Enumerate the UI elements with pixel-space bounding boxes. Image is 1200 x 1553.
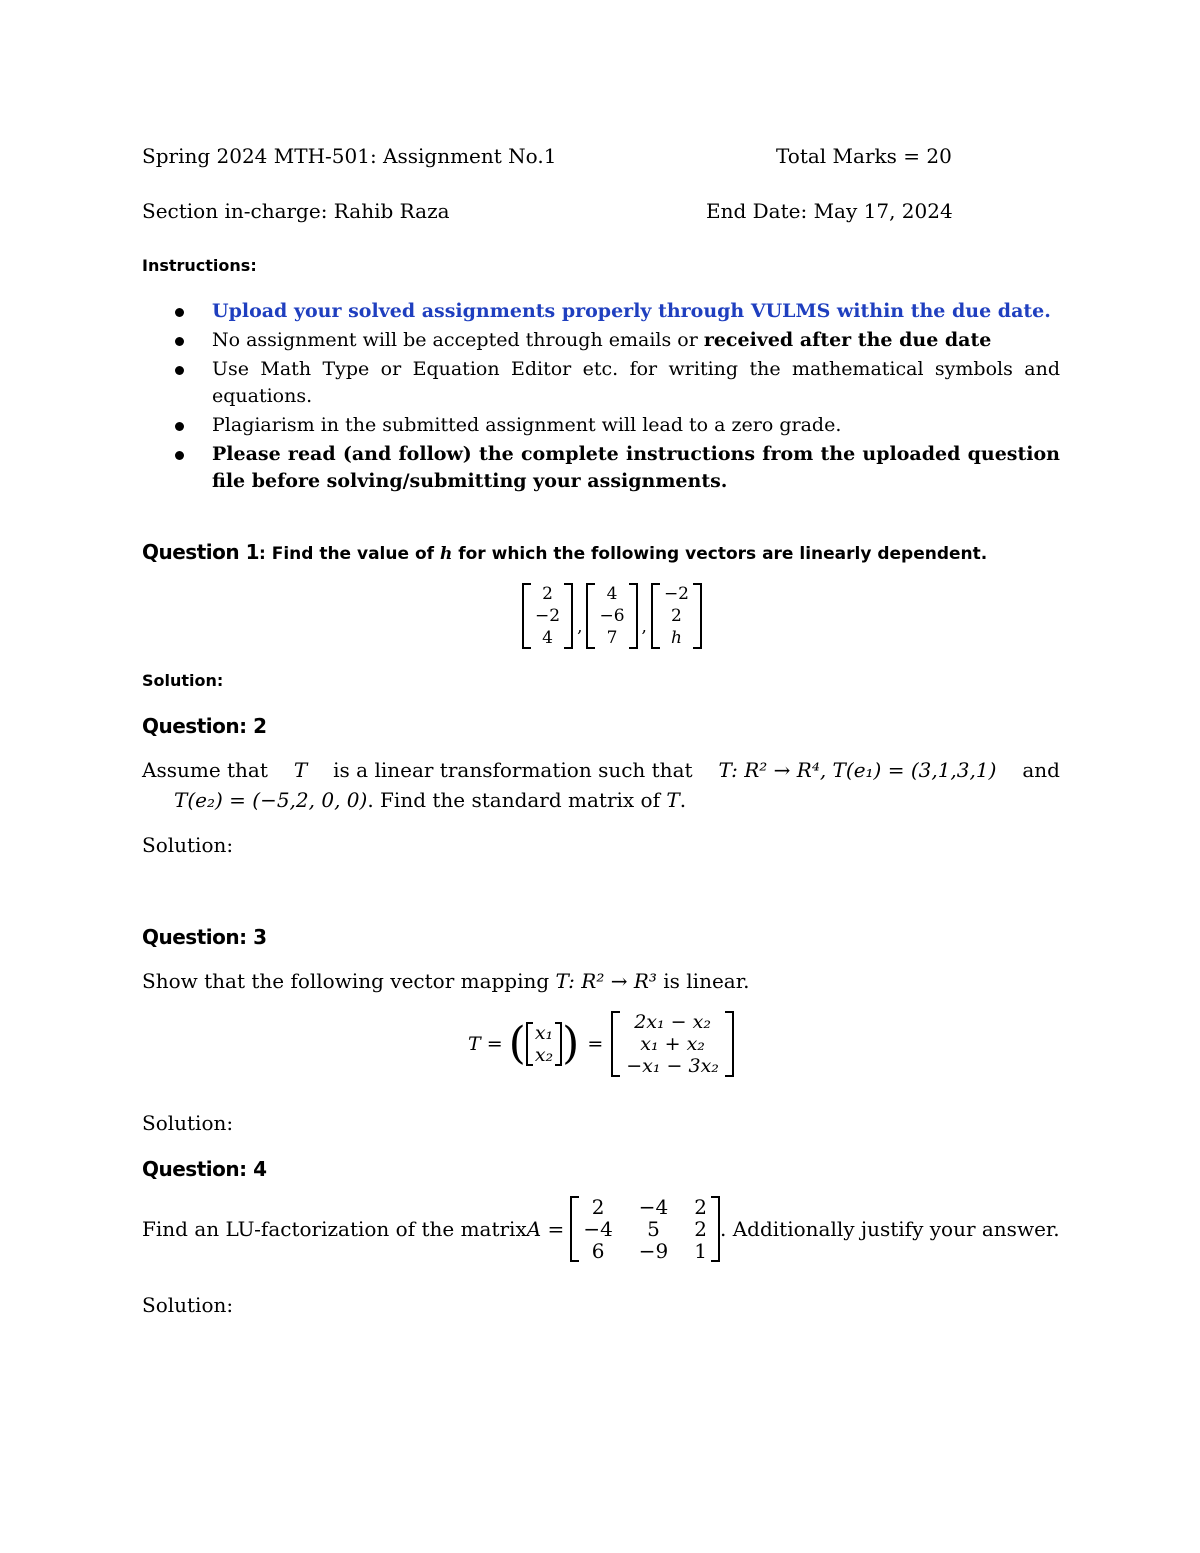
- question-3-heading: Question: 3: [142, 925, 267, 949]
- q4-statement: [142, 1196, 1060, 1262]
- question-text: for which the following vectors are linearly dependent.: [452, 544, 988, 564]
- question-1-line: [142, 540, 987, 564]
- instructions-list: [142, 298, 1060, 497]
- list-item: [142, 356, 1060, 410]
- separator: ,: [577, 617, 583, 637]
- math-expression: T: R² → R⁴, T(e₁) = (3,1,3,1): [718, 758, 997, 782]
- instruction-text: Upload your solved assignments properly through VULMS within the due date.: [212, 300, 1051, 322]
- question-text: .: [679, 788, 687, 812]
- equation-lhs: T =: [468, 1033, 503, 1055]
- math-variable: T: [666, 788, 680, 812]
- question-text: . Additionally justify your answer.: [720, 1217, 1060, 1241]
- matrix-entry: x₂: [534, 1044, 554, 1066]
- left-paren-icon: (: [508, 1018, 526, 1069]
- question-4-heading: Question: 4: [142, 1157, 267, 1181]
- q3-statement: [142, 969, 749, 993]
- matrix-entry: −2: [535, 606, 561, 626]
- question-1-heading: Question 1: [142, 540, 259, 564]
- bullet-icon: [175, 422, 184, 431]
- q1-vectors: [522, 583, 702, 649]
- question-text: Find an LU-factorization of the matrix: [142, 1217, 527, 1241]
- matrix-entry: 4: [542, 628, 553, 648]
- matrix-entry: 2: [694, 1217, 708, 1241]
- question-text: Show that the following vector mapping: [142, 969, 556, 993]
- math-expression: T(e₂) = (−5,2, 0, 0): [174, 788, 368, 812]
- question-text: is a linear transformation such that: [333, 758, 693, 782]
- matrix-entry: 4: [606, 584, 618, 604]
- matrix-entry: 2: [542, 584, 553, 604]
- instruction-text: No assignment will be accepted through emails or: [212, 329, 704, 351]
- vector-3: [651, 583, 702, 649]
- list-item: [142, 412, 1060, 439]
- matrix-entry: x₁: [534, 1022, 554, 1044]
- q3-equation: [468, 1011, 734, 1077]
- q2-solution-label: Solution:: [142, 833, 234, 857]
- matrix-entry: −2: [663, 584, 689, 604]
- vector-1: [522, 583, 573, 649]
- instruction-text: Use Math Type or Equation Editor etc. for writing the mathematical symbols and equations.: [212, 358, 1060, 407]
- question-text: . Find the standard matrix of: [367, 788, 667, 812]
- bullet-icon: [175, 308, 184, 317]
- matrix-entry: 7: [606, 628, 618, 648]
- vector-2: [586, 583, 637, 649]
- bullet-icon: [175, 366, 184, 375]
- list-item: [142, 441, 1060, 495]
- matrix-entry: −9: [638, 1239, 669, 1263]
- question-text: is linear.: [656, 969, 750, 993]
- equation-lhs: A =: [526, 1217, 565, 1241]
- matrix-A: [570, 1196, 720, 1262]
- matrix-entry: −4: [638, 1195, 669, 1219]
- matrix-entry: 5: [647, 1217, 660, 1241]
- right-paren-icon: ): [562, 1018, 580, 1069]
- matrix-entry: 1: [694, 1239, 708, 1263]
- matrix-entry: 2: [591, 1195, 605, 1219]
- section-incharge: Section in-charge: Rahib Raza: [142, 199, 450, 223]
- question-2-heading: Question: 2: [142, 714, 267, 738]
- math-expression: T: R² → R³: [555, 969, 657, 993]
- total-marks: Total Marks = 20: [776, 144, 952, 168]
- instruction-text: Plagiarism in the submitted assignment will lead to a zero grade.: [212, 414, 842, 436]
- input-vector: [526, 1022, 562, 1066]
- q4-solution-label: Solution:: [142, 1293, 234, 1317]
- question-text: Assume that: [142, 758, 268, 782]
- matrix-entry: −6: [599, 606, 625, 626]
- matrix-entry: h: [670, 628, 682, 648]
- question-text: and: [1022, 758, 1060, 782]
- end-date: End Date: May 17, 2024: [706, 199, 953, 223]
- instructions-heading: Instructions:: [142, 256, 257, 275]
- q3-solution-label: Solution:: [142, 1111, 234, 1135]
- list-item: [142, 327, 1060, 354]
- math-variable: T: [293, 758, 308, 782]
- instruction-bold-text: received after the due date: [703, 329, 992, 351]
- list-item: [142, 298, 1060, 325]
- matrix-entry: 6: [591, 1239, 605, 1263]
- q2-line-1: [142, 758, 1060, 782]
- course-title: Spring 2024 MTH-501: Assignment No.1: [142, 144, 557, 168]
- bullet-icon: [175, 337, 184, 346]
- separator: ,: [641, 617, 647, 637]
- matrix-entry: 2: [671, 606, 682, 626]
- question-text: : Find the value of: [258, 544, 440, 564]
- matrix-entry: −x₁ − 3x₂: [626, 1055, 719, 1077]
- bullet-icon: [175, 451, 184, 460]
- q2-line-2: [174, 788, 686, 812]
- q1-solution-label: Solution:: [142, 671, 224, 690]
- output-vector: [611, 1011, 734, 1077]
- instruction-text: Please read (and follow) the complete instructions from the uploaded question file before solving/submitting your assignments.: [212, 443, 1060, 492]
- equals-sign: =: [587, 1033, 604, 1055]
- math-variable: h: [439, 544, 453, 564]
- matrix-entry: 2x₁ − x₂: [634, 1011, 711, 1033]
- matrix-entry: −4: [583, 1217, 613, 1241]
- matrix-entry: 2: [694, 1195, 708, 1219]
- matrix-entry: x₁ + x₂: [640, 1033, 705, 1055]
